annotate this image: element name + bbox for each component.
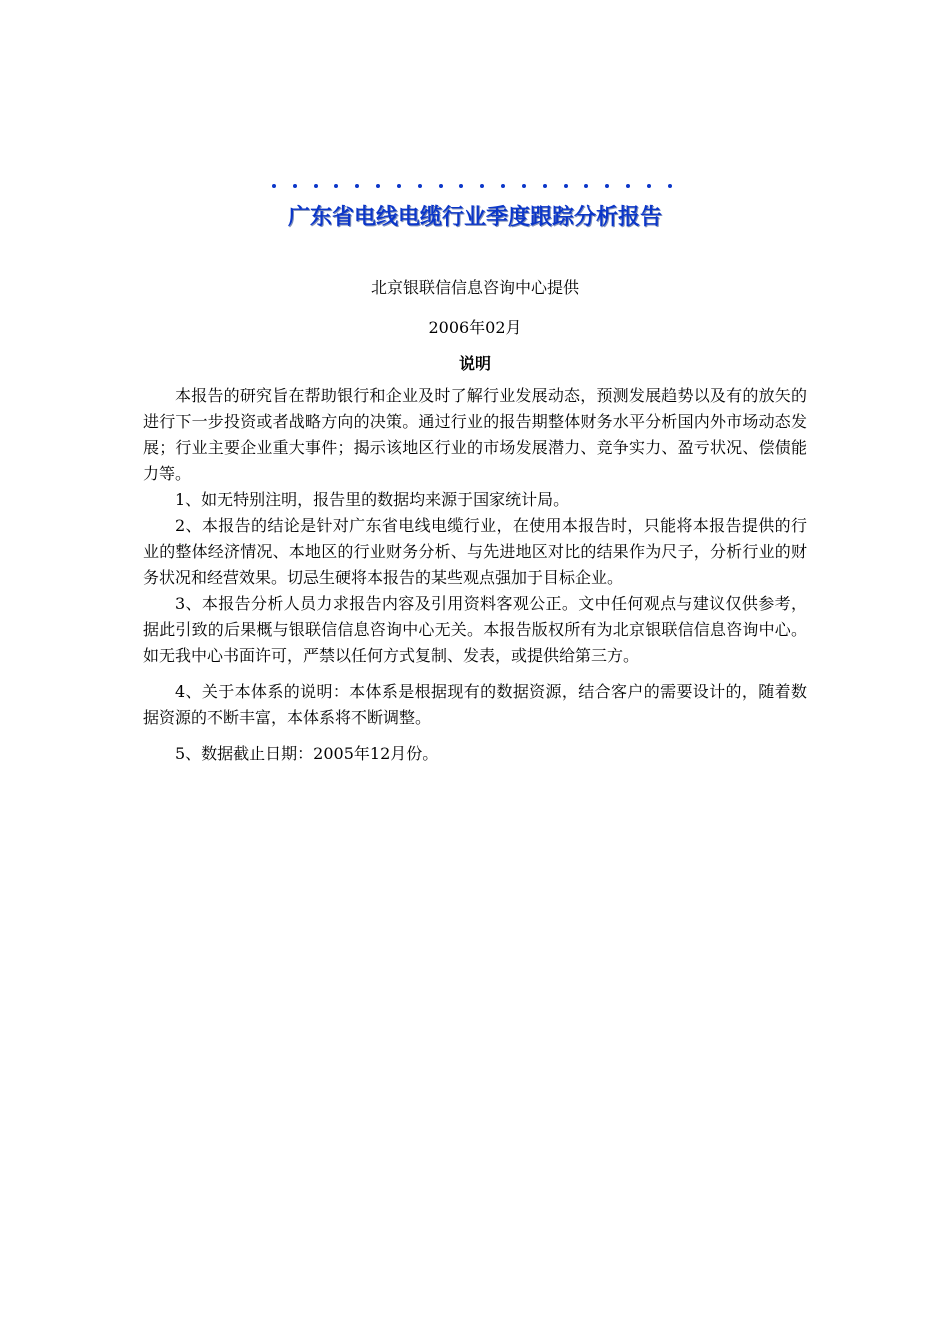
intro-paragraph: 本报告的研究旨在帮助银行和企业及时了解行业发展动态，预测发展趋势以及有的放矢的进行下一步投资或者战略方向的决策。通过行业的报告期整体财务水平分析国内外市场动态发展；行业主要企业重大事件；揭示该地区行业的市场发展潜力、竞争实力、盈亏状况、偿债能力等。 — [143, 386, 807, 483]
decorative-dot — [272, 184, 276, 188]
decorative-dot — [439, 184, 443, 188]
report-date: 2006年02月 — [428, 318, 522, 337]
decorative-dot-row — [272, 176, 672, 190]
decorative-dot — [459, 184, 463, 188]
decorative-dot — [397, 184, 401, 188]
decorative-dot — [501, 184, 505, 188]
report-body — [143, 383, 807, 767]
decorative-dot — [418, 184, 422, 188]
note-paragraph-1: 1、如无特别注明，报告里的数据均来源于国家统计局。 — [175, 490, 570, 509]
decorative-dot — [605, 184, 609, 188]
decorative-dot — [584, 184, 588, 188]
decorative-dot — [564, 184, 568, 188]
note-paragraph-5: 5、数据截止日期：2005年12月份。 — [175, 744, 439, 763]
decorative-dot — [355, 184, 359, 188]
decorative-dot — [626, 184, 630, 188]
note-paragraph-2: 2、本报告的结论是针对广东省电线电缆行业，在使用本报告时，只能将本报告提供的行业的整体经济情况、本地区的行业财务分析、与先进地区对比的结果作为尺子，分析行业的财务状况和经营效果。切忌生硬将本报告的某些观点强加于目标企业。 — [143, 516, 807, 587]
decorative-dot — [314, 184, 318, 188]
note-paragraph-4: 4、关于本体系的说明：本体系是根据现有的数据资源，结合客户的需要设计的，随着数据资源的不断丰富，本体系将不断调整。 — [143, 682, 807, 727]
section-heading: 说明 — [458, 354, 491, 373]
report-provider: 北京银联信信息咨询中心提供 — [370, 278, 579, 297]
decorative-dot — [334, 184, 338, 188]
decorative-dot — [543, 184, 547, 188]
note-paragraph-3: 3、本报告分析人员力求报告内容及引用资料客观公正。文中任何观点与建议仅供参考，据此引致的后果概与银联信信息咨询中心无关。本报告版权所有为北京银联信信息咨询中心。如无我中心书面许可，严禁以任何方式复制、发表，或提供给第三方。 — [143, 594, 807, 665]
decorative-dot — [293, 184, 297, 188]
decorative-dot — [668, 184, 672, 188]
decorative-dot — [480, 184, 484, 188]
decorative-dot — [647, 184, 651, 188]
decorative-dot — [376, 184, 380, 188]
report-title: 广东省电线电缆行业季度跟踪分析报告 — [287, 205, 662, 230]
decorative-dot — [522, 184, 526, 188]
